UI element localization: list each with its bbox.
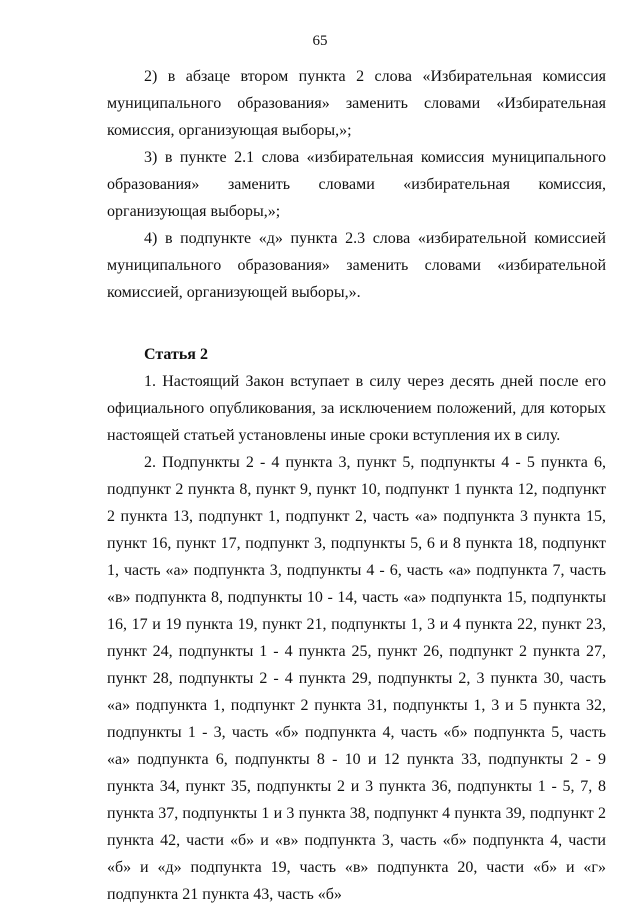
document-body [107,63,606,908]
article-heading: Статья 2 [144,346,208,363]
article-paragraph-2: 2. Подпункты 2 - 4 пункта 3, пункт 5, подпункты 4 - 5 пункта 6, подпункт 2 пункта 8, пункт 9, пункт 10, подпункт 1 пункта 12, подпункт 2 пункта 13, подпункт 1, подпункт 2, часть «а» подпункта 3 пункта 15, пункт 16, пункт 17, подпункт 3, подпункты 5, 6 и 8 пункта 18, подпункт 1, часть «а» подпункта 3, подпункты 4 - 6, часть «а» подпункта 7, часть «в» подпункта 8, подпункты 10 - 14, часть «а» подпункта 15, подпункты 16, 17 и 19 пункта 19, пункт 21, подпункты 1, 3 и 4 пункта 22, пункт 23, пункт 24, подпункты 1 - 4 пункта 25, пункт 26, подпункт 2 пункта 27, пункт 28, подпункты 2 - 4 пункта 29, подпункты 2, 3 пункта 30, часть «а» подпункта 1, подпункт 2 пункта 31, подпункты 1, 3 и 5 пункта 32, подпункты 1 - 3, часть «б» подпункта 4, часть «б» подпункта 5, часть «а» подпункта 6, подпункты 8 - 10 и 12 пункта 33, подпункты 2 - 9 пункта 34, пункт 35, подпункты 2 и 3 пункта 36, подпункты 1 - 5, 7, 8 пункта 37, подпункты 1 и 3 пункта 38, подпункт 4 пункта 39, подпункт 2 пункта 42, части «б» и «в» подпункта 3, часть «б» подпункта 4, части «б» и «д» подпункта 19, часть «в» подпункта 20, части «б» и «г» подпункта 21 пункта 43, часть «б» [107,454,606,903]
amendment-paragraph-4: 4) в подпункте «д» пункта 2.3 слова «избирательной комиссией муниципального образования» заменить словами «избирательной комиссией, организующей выборы,». [107,230,606,301]
amendment-paragraph-3: 3) в пункте 2.1 слова «избирательная комиссия муниципального образования» заменить словами «избирательная комиссия, организующая выборы,»; [107,149,606,220]
amendment-paragraph-2: 2) в абзаце втором пункта 2 слова «Избирательная комиссия муниципального образования» заменить словами «Избирательная комиссия, организующая выборы,»; [107,68,606,139]
article-paragraph-1: 1. Настоящий Закон вступает в силу через десять дней после его официального опубликования, за исключением положений, для которых настоящей статьей установлены иные сроки вступления их в силу. [107,373,606,444]
page-number: 65 [312,33,328,49]
